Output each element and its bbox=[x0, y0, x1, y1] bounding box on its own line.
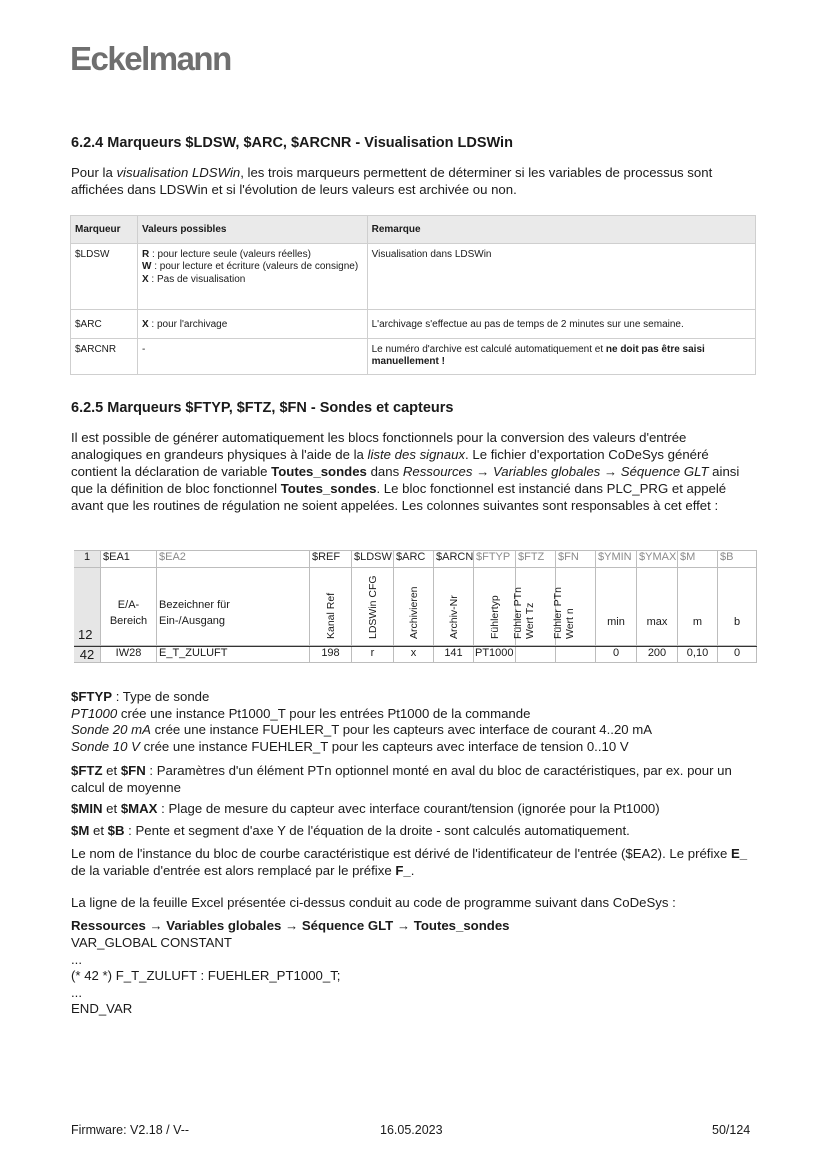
col-header-remarque: Remarque bbox=[367, 216, 755, 244]
ea-identifier-header: Bezeichner für Ein-/Ausgang bbox=[157, 568, 310, 646]
data-cell: 141 bbox=[434, 647, 474, 663]
data-cell: 0 bbox=[596, 647, 637, 663]
fuehler-ptn-n-header: Fühler PTn Wert n bbox=[556, 568, 596, 646]
excel-line-note: La ligne de la feuille Excel présentée ci-dessus conduit au code de programme suivant dans CoDeSys : bbox=[71, 895, 676, 910]
col-ymax: $YMAX bbox=[637, 551, 678, 568]
data-cell: PT1000 bbox=[474, 647, 516, 663]
section-2-paragraph: Il est possible de générer automatiquement les blocs fonctionnels pour la conversion des valeurs d'entrée analogiques en grandeurs physiques à l'aide de la liste des signaux. Le fichier d'exportation CoDeSys généré contient la déclaration de variable Toutes_sondes dans Ressources → Variables globales → Séquence GLT ainsi que la définition de bloc fonctionnel Toutes_sondes. Le bloc fonctionnel est instancié dans PLC_PRG et appelé avant que les routines de régulation ne soient appelées. Les colonnes suivantes sont responsables à cet effet : bbox=[71, 430, 740, 513]
fuehlertyp-header: Fühlertyp bbox=[474, 568, 516, 646]
m-header: m bbox=[678, 568, 718, 646]
b-header: b bbox=[718, 568, 757, 646]
table-header-row bbox=[71, 216, 756, 244]
data-cell: 200 bbox=[637, 647, 678, 663]
marker-cell: $ARCNR bbox=[71, 338, 138, 374]
col-ea2: $EA2 bbox=[157, 551, 310, 568]
col-arcn: $ARCN bbox=[434, 551, 474, 568]
code-line: ... bbox=[71, 951, 82, 967]
remark-cell: L'archivage s'effectue au pas de temps de 2 minutes sur une semaine. bbox=[367, 309, 755, 338]
data-cell bbox=[556, 647, 596, 663]
col-ymin: $YMIN bbox=[596, 551, 637, 568]
archivieren-header: Archivieren bbox=[394, 568, 434, 646]
ftyp-explanation: $FTYP : Type de sonde PT1000 crée une instance Pt1000_T pour les entrées Pt1000 de la commande Sonde 20 mA crée une instance FUEHLER_T pour les capteurs avec interface de courant 4..20 mA Sonde 10 V crée une instance FUEHLER_T pour les capteurs avec interface de tension 0..10 V bbox=[71, 689, 653, 754]
section-title-6-2-4: 6.2.4 Marqueurs $LDSW, $ARC, $ARCNR - Visualisation LDSWin bbox=[71, 135, 513, 151]
marker-table bbox=[70, 215, 756, 375]
values-cell: - bbox=[137, 338, 367, 374]
data-cell: x bbox=[394, 647, 434, 663]
code-line: END_VAR bbox=[71, 1001, 133, 1016]
col-ftyp: $FTYP bbox=[474, 551, 516, 568]
section-title-6-2-5: 6.2.5 Marqueurs $FTYP, $FTZ, $FN - Sondes et capteurs bbox=[71, 400, 454, 416]
m-b-explanation: $M et $B : Pente et segment d'axe Y de l'équation de la droite - sont calculés automatiquement. bbox=[71, 823, 630, 838]
data-cell: IW28 bbox=[101, 647, 157, 663]
data-cell: r bbox=[352, 647, 394, 663]
col-m: $M bbox=[678, 551, 718, 568]
table-row bbox=[71, 309, 756, 338]
remark-cell: Le numéro d'archive est calculé automatiquement et ne doit pas être saisi manuellement ! bbox=[367, 338, 755, 374]
code-line: ... bbox=[71, 984, 82, 1000]
col-ref: $REF bbox=[310, 551, 352, 568]
values-cell: R : pour lecture seule (valeurs réelles) W : pour lecture et écriture (valeurs de consigne) X : Pas de visualisation bbox=[137, 243, 367, 309]
data-cell bbox=[516, 647, 556, 663]
excel-sheet-excerpt bbox=[74, 550, 757, 664]
code-block bbox=[71, 935, 761, 1018]
row-number: 12 bbox=[74, 568, 101, 646]
col-ldsw: $LDSW bbox=[352, 551, 394, 568]
footer-page-number: 50/124 bbox=[712, 1123, 751, 1137]
col-header-valeurs: Valeurs possibles bbox=[137, 216, 367, 244]
footer-date: 16.05.2023 bbox=[380, 1123, 443, 1137]
archiv-nr-header: Archiv-Nr bbox=[434, 568, 474, 646]
code-line: (* 42 *) F_T_ZULUFT : FUEHLER_PT1000_T; bbox=[71, 968, 341, 983]
eckelmann-logo: Eckelmann bbox=[70, 40, 231, 77]
marker-cell: $ARC bbox=[71, 309, 138, 338]
kanal-ref-header: Kanal Ref bbox=[310, 568, 352, 646]
values-cell: X : pour l'archivage bbox=[137, 309, 367, 338]
data-cell: 198 bbox=[310, 647, 352, 663]
fuehler-ptn-tz-header: Fühler PTn Wert Tz bbox=[516, 568, 556, 646]
table-row bbox=[71, 338, 756, 374]
col-ea1: $EA1 bbox=[101, 551, 157, 568]
col-b: $B bbox=[718, 551, 757, 568]
code-line: VAR_GLOBAL CONSTANT bbox=[71, 935, 232, 950]
min-header: min bbox=[596, 568, 637, 646]
ftz-fn-explanation: $FTZ et $FN : Paramètres d'un élément PTn optionnel monté en aval du bloc de caractéristiques, par ex. pour un calcul de moyenne bbox=[71, 763, 732, 795]
data-cell: 0,10 bbox=[678, 647, 718, 663]
section-intro: Pour la visualisation LDSWin, les trois marqueurs permettent de déterminer si les variables de processus sont affichées dans LDSWin et si l'évolution de leurs valeurs est archivée ou non. bbox=[71, 165, 713, 197]
data-cell: 0 bbox=[718, 647, 757, 663]
data-cell: E_T_ZULUFT bbox=[157, 647, 310, 663]
min-max-explanation: $MIN et $MAX : Plage de mesure du capteur avec interface courant/tension (ignorée pour la Pt1000) bbox=[71, 801, 660, 816]
row-number: 1 bbox=[74, 551, 101, 568]
max-header: max bbox=[637, 568, 678, 646]
instance-name-explanation: Le nom de l'instance du bloc de courbe caractéristique est dérivé de l'identificateur de l'entrée ($EA2). Le préfixe E_ de la variable d'entrée est alors remplacé par le préfixe F_. bbox=[71, 846, 748, 878]
table-row bbox=[71, 243, 756, 309]
col-fn: $FN bbox=[556, 551, 596, 568]
remark-cell: Visualisation dans LDSWin bbox=[367, 243, 755, 309]
col-header-marqueur: Marqueur bbox=[71, 216, 138, 244]
col-ftz: $FTZ bbox=[516, 551, 556, 568]
ea-area-header: E/A- Bereich bbox=[101, 568, 157, 646]
ldswin-cfg-header: LDSWin CFG bbox=[352, 568, 394, 646]
row-number: 42 bbox=[74, 647, 101, 663]
codesys-path: Ressources → Variables globales → Séquence GLT → Toutes_sondes bbox=[71, 918, 510, 933]
footer-firmware: Firmware: V2.18 / V-- bbox=[71, 1123, 190, 1137]
col-arc: $ARC bbox=[394, 551, 434, 568]
marker-cell: $LDSW bbox=[71, 243, 138, 309]
